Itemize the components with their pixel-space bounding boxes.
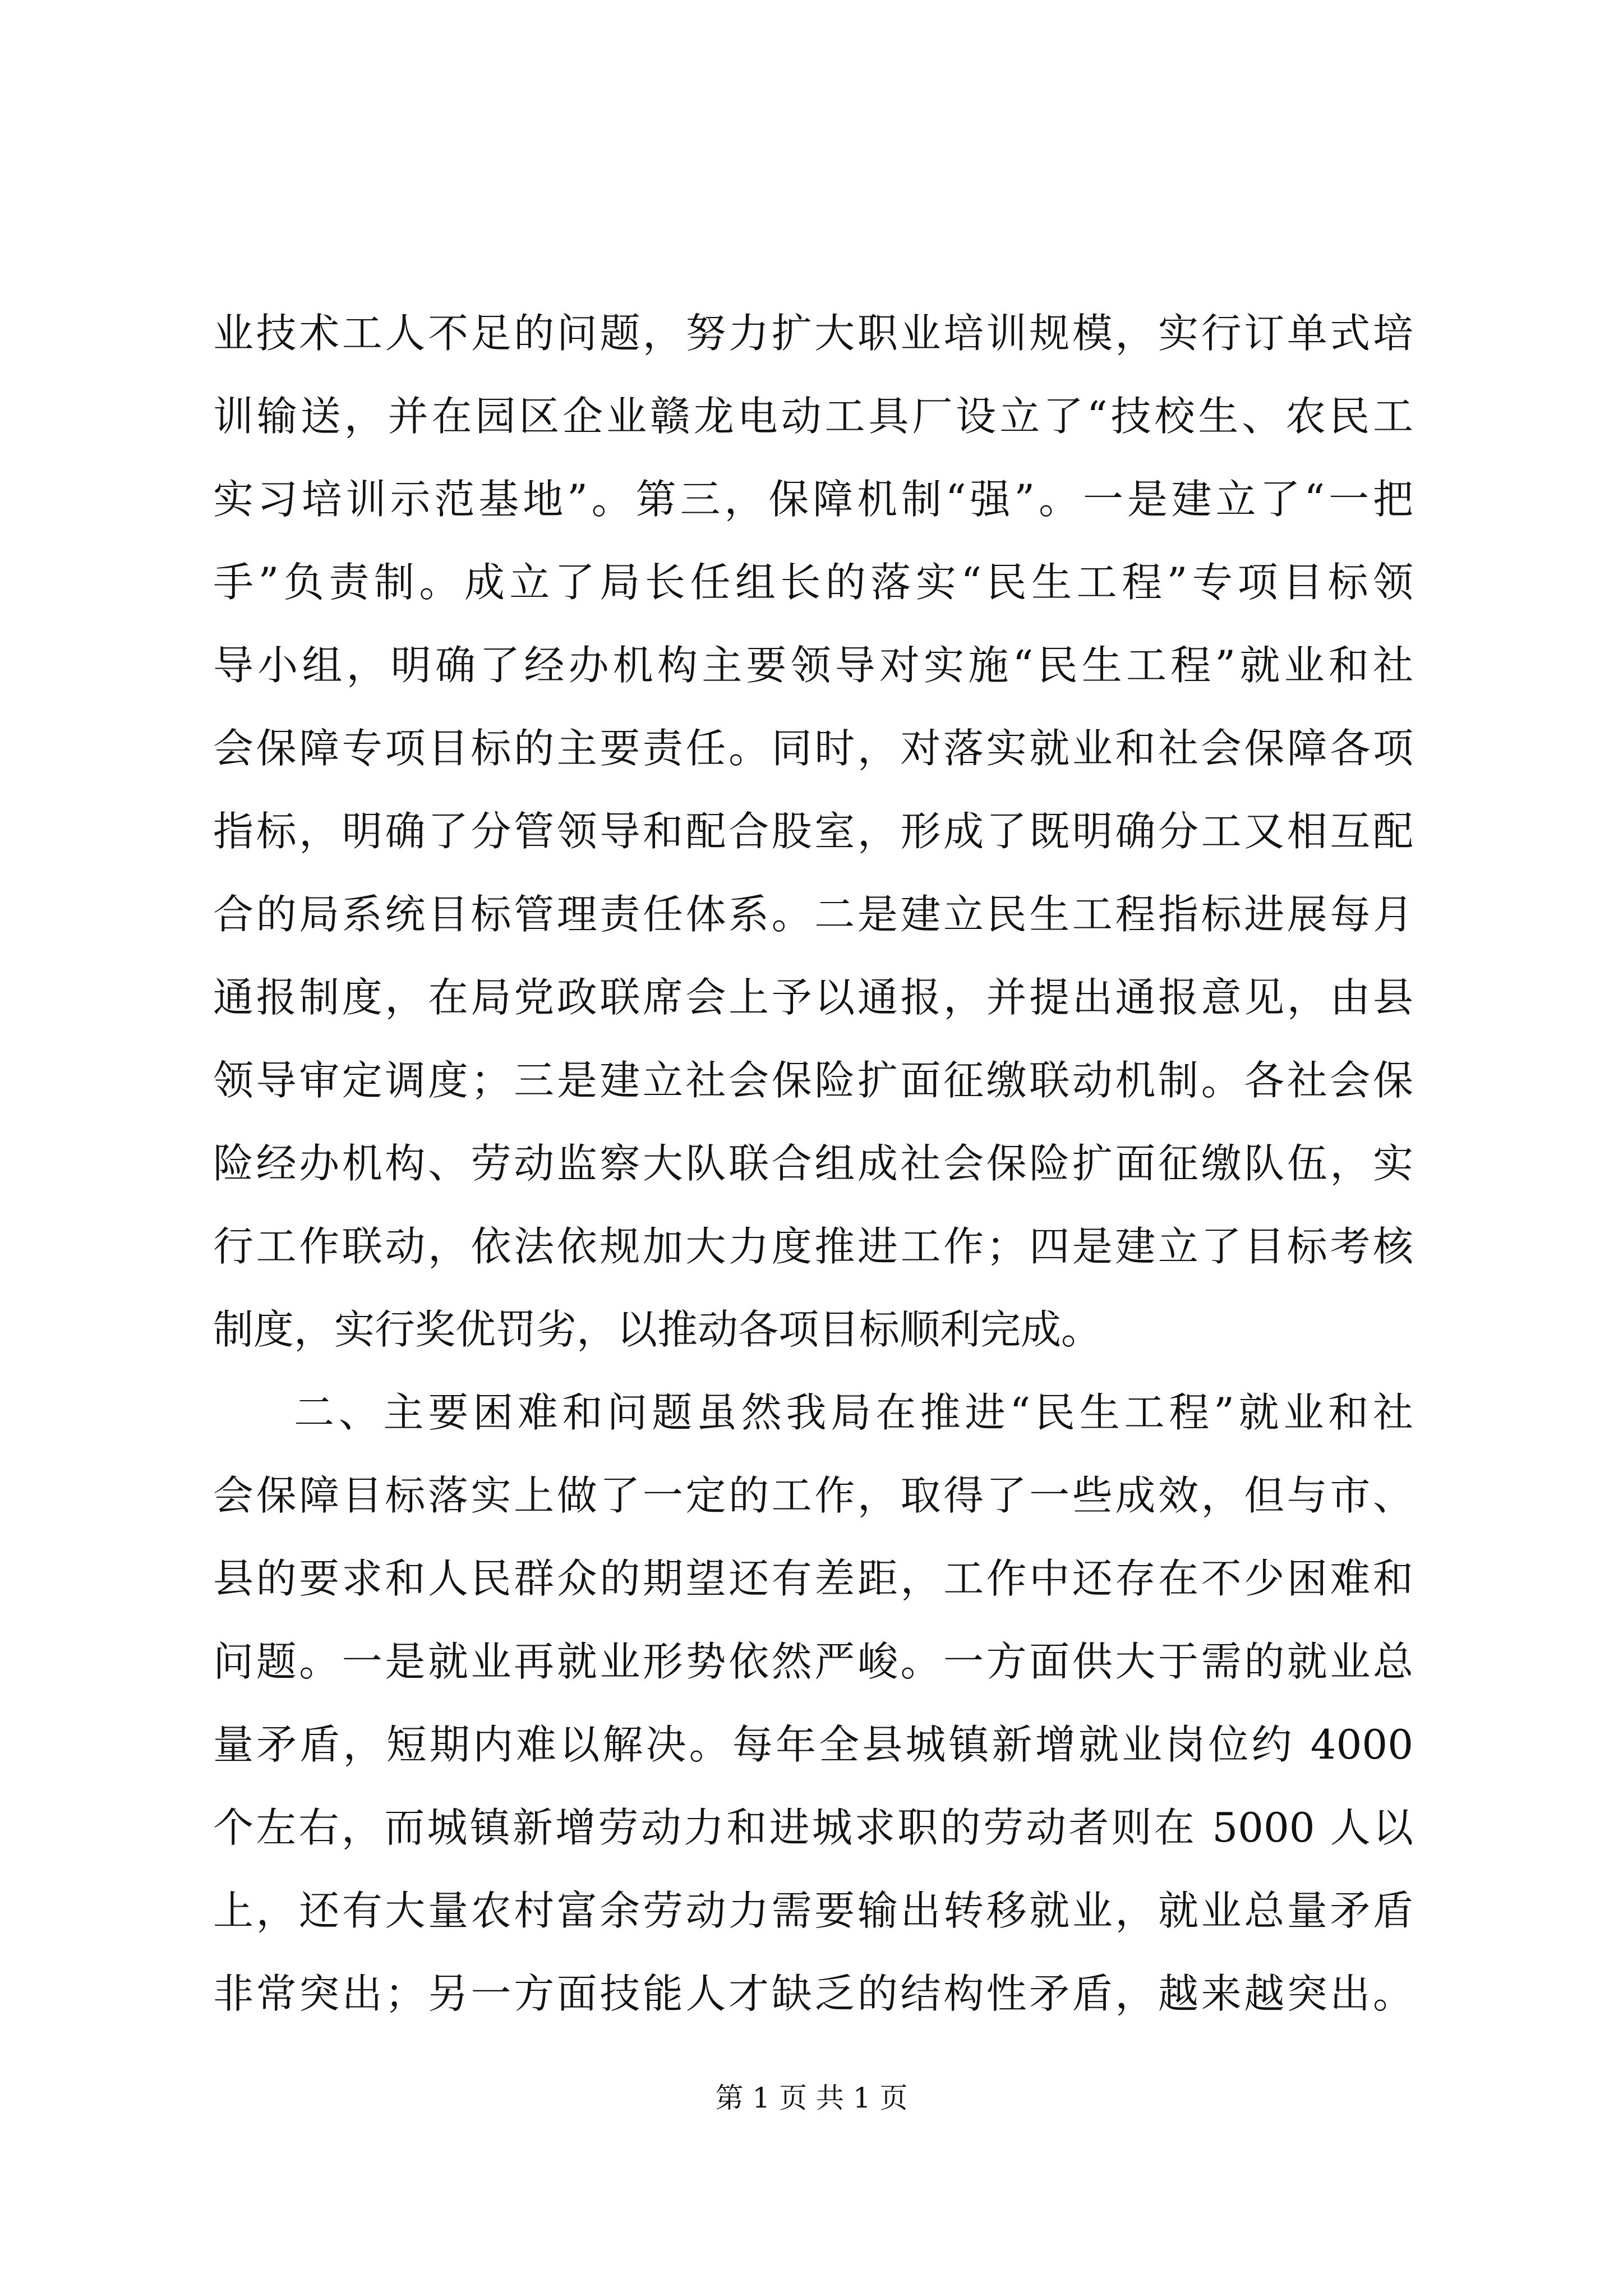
text-line: 险经办机构、劳动监察大队联合组成社会保险扩面征缴队伍，实 [213, 1140, 1413, 1187]
text-line: 非常突出；另一方面技能人才缺乏的结构性矛盾，越来越突出。 [213, 1970, 1413, 2017]
text-line: 县的要求和人民群众的期望还有差距，工作中还存在不少困难和 [213, 1555, 1413, 1602]
text-line: 实习培训示范基地”。第三，保障机制“强”。一是建立了“一把 [213, 476, 1413, 523]
text-line: 训输送，并在园区企业赣龙电动工具厂设立了“技校生、农民工 [213, 393, 1413, 440]
text-line: 会保障目标落实上做了一定的工作，取得了一些成效，但与市、 [213, 1472, 1413, 1519]
text-line: 问题。一是就业再就业形势依然严峻。一方面供大于需的就业总 [213, 1638, 1413, 1685]
text-line: 手”负责制。成立了局长任组长的落实“民生工程”专项目标领 [213, 559, 1413, 606]
text-line: 领导审定调度；三是建立社会保险扩面征缴联动机制。各社会保 [213, 1057, 1413, 1104]
text-line: 行工作联动，依法依规加大力度推进工作；四是建立了目标考核 [213, 1223, 1413, 1270]
text-line: 上，还有大量农村富余劳动力需要输出转移就业，就业总量矛盾 [213, 1887, 1413, 1934]
body-text [213, 292, 1413, 2035]
text-line: 量矛盾，短期内难以解决。每年全县城镇新增就业岗位约 4000 [213, 1721, 1413, 1768]
paragraph-end-line: 制度，实行奖优罚劣，以推动各项目标顺利完成。 [213, 1306, 1102, 1353]
text-line: 指标，明确了分管领导和配合股室，形成了既明确分工又相互配 [213, 808, 1413, 855]
page-number-footer: 第 1 页 共 1 页 [715, 2082, 908, 2114]
paragraph-first-line: 二、主要困难和问题虽然我局在推进“民生工程”就业和社 [294, 1389, 1413, 1436]
text-line: 业技术工人不足的问题，努力扩大职业培训规模，实行订单式培 [213, 310, 1413, 357]
text-line: 个左右，而城镇新增劳动力和进城求职的劳动者则在 5000 人以 [213, 1804, 1413, 1851]
text-line: 导小组，明确了经办机构主要领导对实施“民生工程”就业和社 [213, 642, 1413, 689]
text-line: 合的局系统目标管理责任体系。二是建立民生工程指标进展每月 [213, 891, 1413, 938]
text-line: 通报制度，在局党政联席会上予以通报，并提出通报意见，由县 [213, 974, 1413, 1021]
text-line: 会保障专项目标的主要责任。同时，对落实就业和社会保障各项 [213, 725, 1413, 772]
